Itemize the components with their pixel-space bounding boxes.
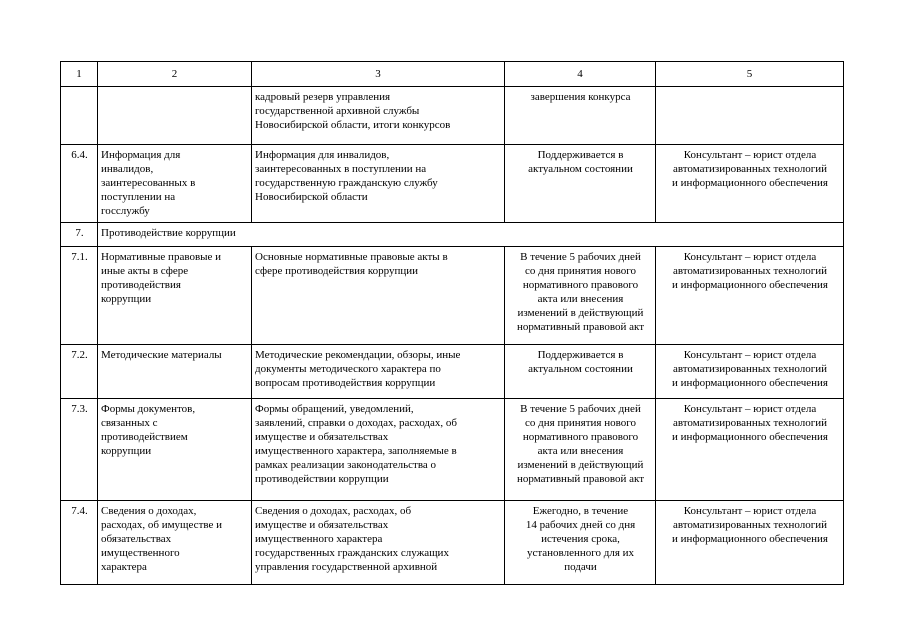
row-number-cell: 7.2. [61, 345, 98, 399]
update-period-cell: Поддерживается в актуальном состоянии [505, 345, 656, 399]
content-description-cell: Основные нормативные правовые акты в сфере противодействия коррупции [252, 247, 505, 345]
responsible-cell: Консультант – юрист отдела автоматизированных технологий и информационного обеспечения [656, 145, 844, 223]
header-cell-1: 1 [61, 62, 98, 87]
row-number-cell: 7.4. [61, 501, 98, 585]
responsible-cell: Консультант – юрист отдела автоматизированных технологий и информационного обеспечения [656, 399, 844, 501]
table-row [61, 87, 844, 145]
update-period-cell: В течение 5 рабочих дней со дня принятия нового нормативного правового акта или внесения изменений в действующий нормативный правовой акт [505, 247, 656, 345]
item-name-cell [98, 87, 252, 145]
responsible-cell: Консультант – юрист отдела автоматизированных технологий и информационного обеспечения [656, 501, 844, 585]
table-row [61, 145, 844, 223]
header-cell-4: 4 [505, 62, 656, 87]
table-body [61, 62, 844, 585]
table-row [61, 345, 844, 399]
section-row [61, 223, 844, 247]
content-description-cell: Информация для инвалидов, заинтересованных в поступлении на государственную гражданскую службу Новосибирской области [252, 145, 505, 223]
content-description-cell: Формы обращений, уведомлений, заявлений, справки о доходах, расходах, об имуществе и обязательствах имущественного характера, заполняемые в рамках реализации законодательства о противодействии коррупции [252, 399, 505, 501]
item-name-cell: Сведения о доходах, расходах, об имуществе и обязательствах имущественного характера [98, 501, 252, 585]
item-name-cell: Формы документов, связанных с противодействием коррупции [98, 399, 252, 501]
table-row [61, 247, 844, 345]
item-name-cell: Нормативные правовые и иные акты в сфере противодействия коррупции [98, 247, 252, 345]
update-period-cell: Ежегодно, в течение 14 рабочих дней со дня истечения срока, установленного для их подачи [505, 501, 656, 585]
row-number-cell [61, 87, 98, 145]
header-cell-5: 5 [656, 62, 844, 87]
content-description-cell: Методические рекомендации, обзоры, иные документы методического характера по вопросам противодействия коррупции [252, 345, 505, 399]
responsible-cell [656, 87, 844, 145]
table-row [61, 501, 844, 585]
item-name-cell: Методические материалы [98, 345, 252, 399]
row-number-cell: 7. [61, 223, 98, 247]
update-period-cell: В течение 5 рабочих дней со дня принятия нового нормативного правового акта или внесения изменений в действующий нормативный правовой акт [505, 399, 656, 501]
header-cell-2: 2 [98, 62, 252, 87]
header-cell-3: 3 [252, 62, 505, 87]
responsible-cell: Консультант – юрист отдела автоматизированных технологий и информационного обеспечения [656, 345, 844, 399]
update-period-cell: завершения конкурса [505, 87, 656, 145]
update-period-cell: Поддерживается в актуальном состоянии [505, 145, 656, 223]
section-title-cell: Противодействие коррупции [98, 223, 844, 247]
row-number-cell: 7.3. [61, 399, 98, 501]
content-description-cell: Сведения о доходах, расходах, об имуществе и обязательствах имущественного характера государственных гражданских служащих управления государственной архивной [252, 501, 505, 585]
responsible-cell: Консультант – юрист отдела автоматизированных технологий и информационного обеспечения [656, 247, 844, 345]
document-table [60, 61, 844, 585]
row-number-cell: 6.4. [61, 145, 98, 223]
table-header-row [61, 62, 844, 87]
table-row [61, 399, 844, 501]
row-number-cell: 7.1. [61, 247, 98, 345]
item-name-cell: Информация для инвалидов, заинтересованных в поступлении на госслужбу [98, 145, 252, 223]
content-description-cell: кадровый резерв управления государственной архивной службы Новосибирской области, итоги конкурсов [252, 87, 505, 145]
